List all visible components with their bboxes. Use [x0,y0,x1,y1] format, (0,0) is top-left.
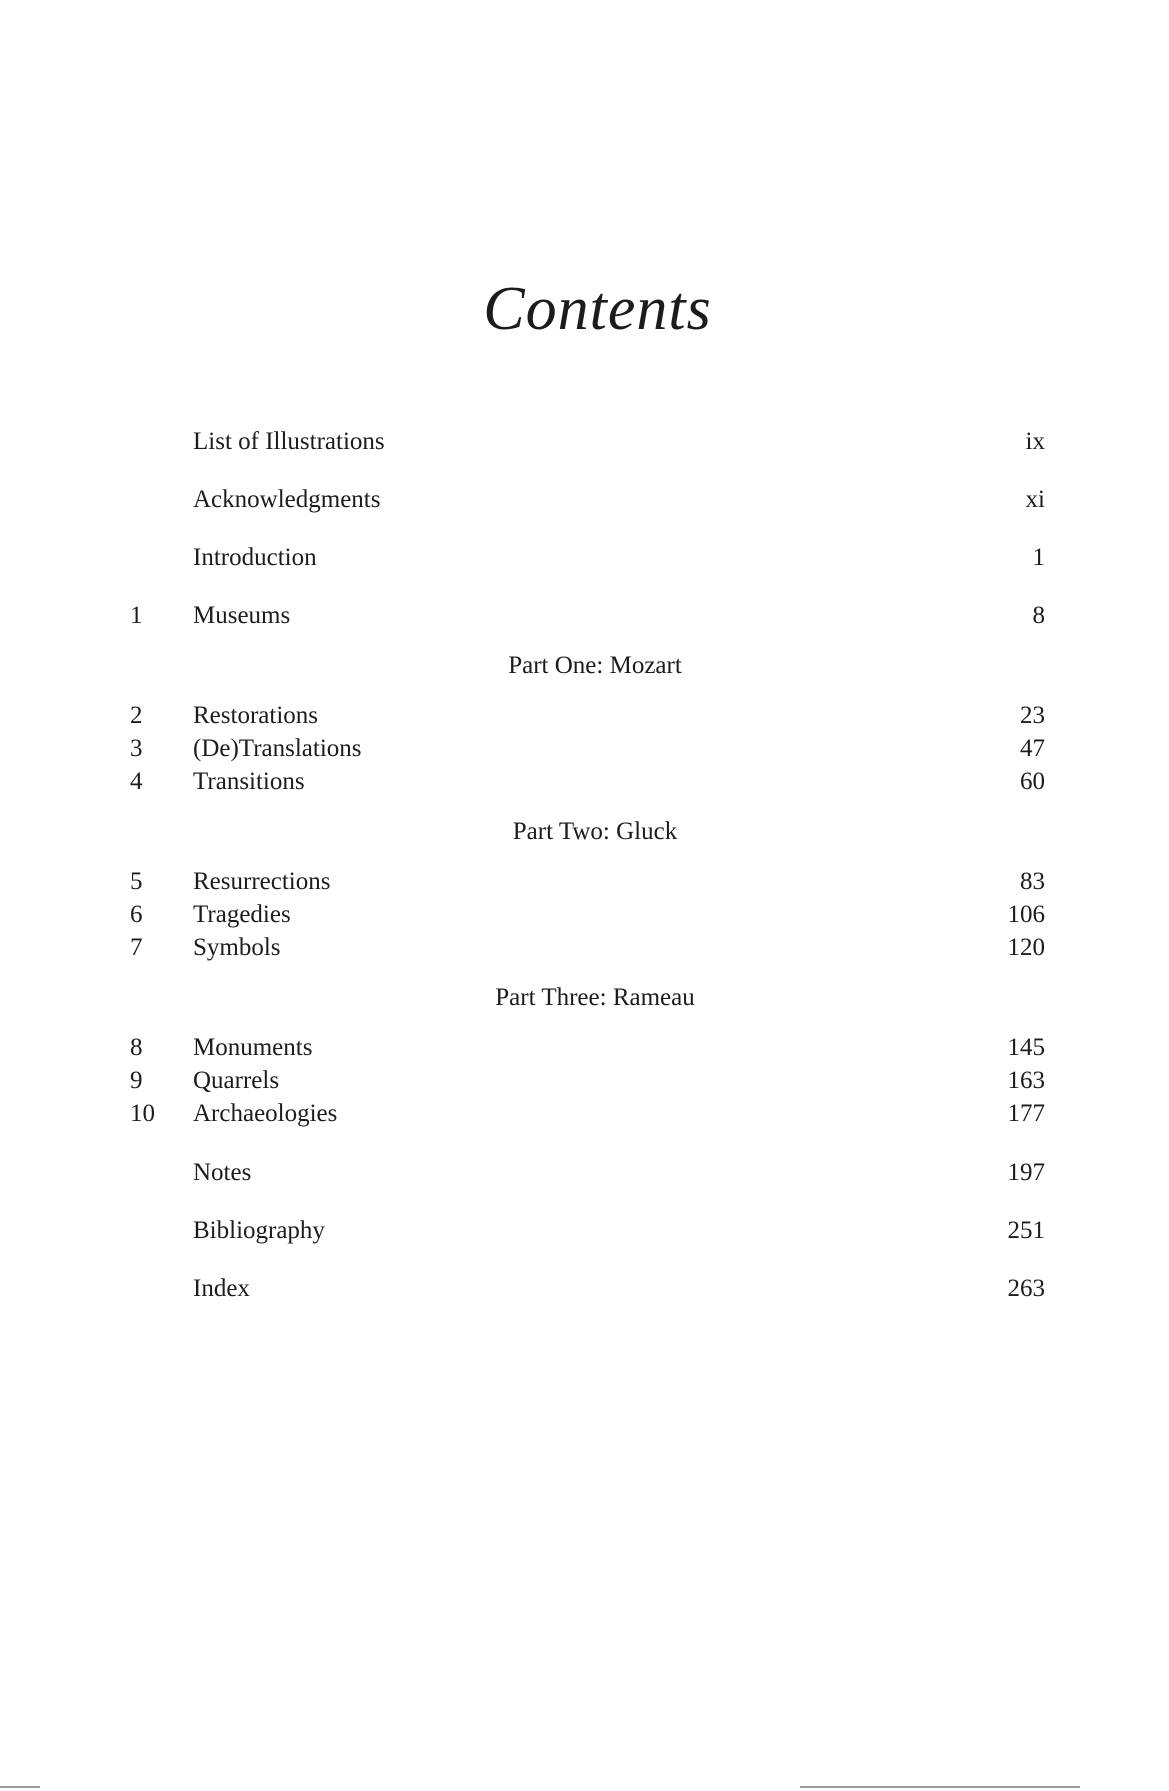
page-number: 177 [1007,1100,1045,1127]
page-number: 120 [1007,934,1045,961]
toc-entry [0,1213,1169,1249]
page-number: 163 [1007,1067,1045,1094]
toc-entry [0,864,1169,900]
chapter-number: 9 [130,1067,143,1094]
entry-title: Archaeologies [193,1100,338,1127]
scan-edge-line [800,1786,1080,1788]
page-number: 106 [1007,901,1045,928]
entry-title: Tragedies [193,901,291,928]
entry-title: Museums [193,602,291,629]
entry-title: List of Illustrations [193,428,385,455]
entry-title: Index [193,1275,250,1302]
page-number: 251 [1007,1217,1045,1244]
entry-title: Restorations [193,702,318,729]
entry-title: Symbols [193,934,281,961]
toc-entry [0,424,1169,460]
page-number: ix [1025,428,1045,455]
entry-title: Introduction [193,544,317,571]
part-heading: Part Two: Gluck [512,818,678,845]
entry-title: Quarrels [193,1067,280,1094]
toc-entry [0,1030,1169,1066]
part-heading: Part Three: Rameau [495,984,695,1011]
chapter-number: 10 [130,1100,155,1127]
toc-entry [0,598,1169,634]
entry-title: (De)Translations [193,735,362,762]
chapter-number: 1 [130,602,143,629]
page-number: 83 [1020,868,1045,895]
page-number: 1 [1032,544,1045,571]
page-number: 8 [1032,602,1045,629]
entry-title: Transitions [193,768,305,795]
chapter-number: 6 [130,901,143,928]
toc-entry [0,731,1169,767]
page-number: xi [1025,486,1045,513]
entry-title: Bibliography [193,1217,325,1244]
toc-entry [0,482,1169,518]
chapter-number: 4 [130,768,143,795]
toc-entry [0,1271,1169,1307]
entry-title: Resurrections [193,868,331,895]
page-number: 60 [1020,768,1045,795]
toc-entry [0,540,1169,576]
page-number: 145 [1007,1034,1045,1061]
page-number: 263 [1007,1275,1045,1302]
page-number: 23 [1020,702,1045,729]
toc-entry [0,897,1169,933]
toc-entry [0,930,1169,966]
page-title: Contents [483,275,712,343]
chapter-number: 8 [130,1034,143,1061]
toc-entry [0,1096,1169,1132]
chapter-number: 3 [130,735,143,762]
toc-entry [0,698,1169,734]
chapter-number: 7 [130,934,143,961]
scan-edge-line [0,1786,40,1788]
entry-title: Notes [193,1159,252,1186]
entry-title: Monuments [193,1034,313,1061]
toc-entry [0,1155,1169,1191]
page-number: 47 [1020,735,1045,762]
chapter-number: 5 [130,868,143,895]
entry-title: Acknowledgments [193,486,381,513]
part-heading: Part One: Mozart [508,652,682,679]
toc-entry [0,1063,1169,1099]
chapter-number: 2 [130,702,143,729]
page-number: 197 [1007,1159,1045,1186]
toc-entry [0,764,1169,800]
